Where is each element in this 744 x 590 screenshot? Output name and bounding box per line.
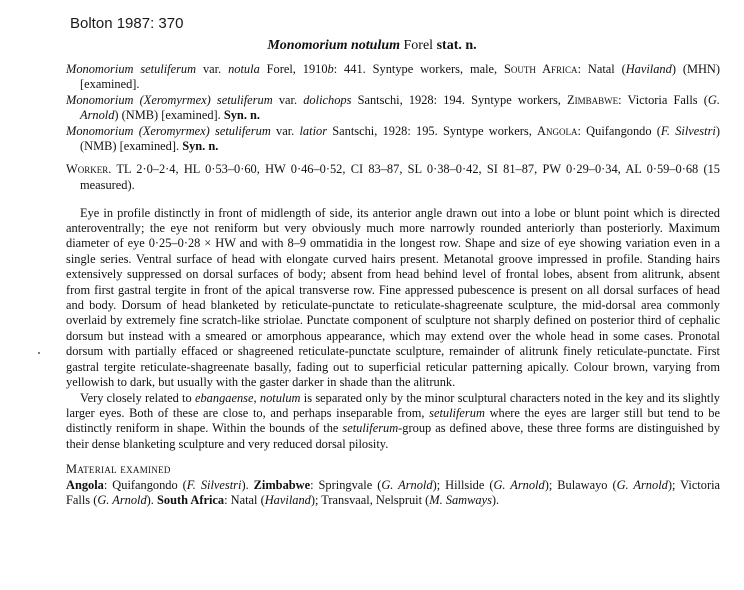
syn2-country: Zimbabwe — [567, 92, 619, 107]
species-title — [0, 38, 744, 54]
material-heading: Material examined — [66, 462, 171, 477]
syn2-status: Syn. n. — [223, 108, 261, 123]
syn2-taxon: Monomorium (Xeromyrmex) setuliferum — [66, 92, 273, 107]
citation-header: Bolton 1987: 370 — [70, 15, 184, 32]
comparison-paragraph: Very closely related to ebangaense, notulum is separated only by the minor sculptural characters noted in the key and its slightly larger eyes. Both of these are close to, and perhaps inseparable from, setuliferum where the eyes are larger still but tend to be distinctly reniform in shape. Within the bounds of the setuliferum-group as defined above, these three forms are distinguished by their dense blanketing sculpture and very reduced dorsal pilosity. — [66, 390, 721, 451]
synonym-entry-3: Monomorium (Xeromyrmex) setuliferum var. latior Santschi, 1928: 195. Syntype workers, Angola: Quifangondo (F. Silvestri) (NMB) [examined]. Syn. n. — [66, 123, 720, 154]
syn1-country: South Africa — [504, 62, 578, 76]
syn3-status: Syn. n. — [182, 139, 219, 154]
species-status: stat. n. — [436, 38, 477, 53]
worker-measurements: Worker. TL 2·0–2·4, HL 0·53–0·60, HW 0·46–0·52, CI 83–87, SL 0·38–0·42, SI 81–87, PW 0·29–0·34, AL 0·59–0·68 (15 measured). — [66, 162, 721, 192]
syn3-country: Angola — [537, 123, 578, 138]
species-name: Monomorium notulum — [267, 38, 401, 53]
syn1-taxon: Monomorium setuliferum — [66, 62, 197, 76]
synonym-entry-2: Monomorium (Xeromyrmex) setuliferum var. dolichops Santschi, 1928: 194. Syntype workers, Zimbabwe: Victoria Falls (G. Arnold) (NMB) [examined]. Syn. n. — [66, 92, 720, 123]
synonym-entry-1: Monomorium setuliferum var. notula Forel, 1910b: 441. Syntype workers, male, South Africa: Natal (Haviland) (MHN) [examined]. — [66, 62, 720, 92]
syn3-taxon: Monomorium (Xeromyrmex) setuliferum — [66, 123, 271, 138]
material-south-africa: South Africa — [157, 492, 225, 507]
material-zimbabwe: Zimbabwe — [253, 477, 311, 492]
taxonomic-text — [66, 62, 720, 508]
worker-label: Worker. — [66, 162, 112, 177]
species-author: Forel — [403, 38, 434, 53]
worker-description: Eye in profile distinctly in front of midlength of side, its anterior angle drawn out into a lobe or blunt point which is directed anteroventrally; the eye not reniform but very obviously much more narrowly rounded anteriorly than posteriorly. Maximum diameter of eye 0·25–0·28 × HW and with 8–9 ommatidia in the longest row. Shape and size of eye showing variation even in a single series. Ventral surface of head with elongate curved hairs present. Metanotal groove impressed in profile. Standing hairs extensively suppressed on dorsal surfaces of body; absent from head behind level of frontal lobes, absent from alitrunk, absent from first gastral tergite in front of the apical transverse row. Fine appressed pubescence is present on all dorsal surfaces of head and body. Dorsum of head blanketed by reticulate-punctate to reticulate-shagreenate sculpture, the mid-dorsal area commonly overlaid by extremely fine scratch-like striolae. Punctate component of sculpture not sharply defined on posterior third of cephalic dorsum but instead with a smeared or amorphous appearance, which may extend over the whole head in some cases. Pronotal dorsum with partially effaced or shagreened reticulate-punctate sculpture, remainder of alitrunk finely reticulate-punctate. First gastral tergite reticulate-shagreenate basally, fading out to superficial reticular patterning apically. Colour brown, varying from yellowish to dark, but usually with the gaster darker in shade than the alitrunk. — [66, 205, 720, 390]
material-angola: Angola — [66, 477, 104, 492]
material-list: Angola: Quifangondo (F. Silvestri). Zimbabwe: Springvale (G. Arnold); Hillside (G. Arnold); Bulawayo (G. Arnold); Victoria Falls (G. Arnold). South Africa: Natal (Haviland); Transvaal, Nelspruit (M. Samways). — [66, 477, 721, 507]
margin-dot — [38, 352, 40, 354]
